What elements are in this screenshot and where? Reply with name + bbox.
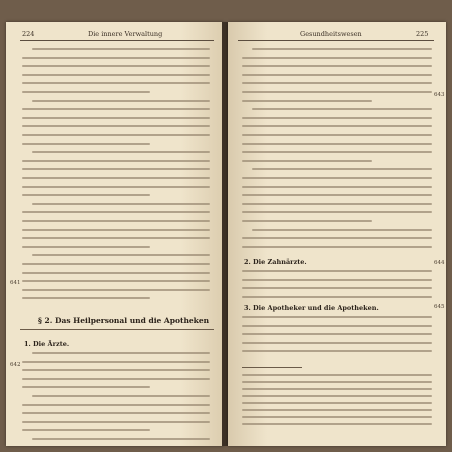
text-line-placeholder: [22, 57, 210, 59]
text-line-placeholder: [242, 194, 432, 196]
text-line-placeholder: [22, 237, 210, 239]
text-line-placeholder: [242, 279, 432, 281]
text-line-placeholder: [242, 186, 432, 188]
text-line-placeholder: [22, 186, 210, 188]
text-line-placeholder: [32, 48, 210, 50]
text-line-placeholder: [22, 160, 210, 162]
text-line-placeholder: [242, 395, 432, 397]
section-heading: § 2. Das Heilpersonal und die Apotheken: [38, 316, 210, 325]
text-line-placeholder: [242, 246, 432, 248]
text-line-placeholder: [252, 108, 432, 110]
left-page: [6, 22, 224, 446]
right-header-rule: [238, 40, 434, 41]
text-line-placeholder: [22, 404, 210, 406]
text-line-placeholder: [242, 342, 432, 344]
text-line-placeholder: [242, 57, 432, 59]
text-line-placeholder: [22, 289, 210, 291]
text-line-placeholder: [22, 194, 150, 196]
left-margin-number-1: 641: [10, 280, 21, 286]
text-line-placeholder: [22, 82, 210, 84]
text-line-placeholder: [242, 134, 432, 136]
text-line-placeholder: [22, 280, 210, 282]
text-line-placeholder: [22, 421, 210, 423]
text-line-placeholder: [22, 168, 210, 170]
right-running-head: Gesundheitswesen: [300, 30, 362, 38]
text-line-placeholder: [242, 100, 372, 102]
text-line-placeholder: [242, 203, 432, 205]
text-line-placeholder: [242, 220, 372, 222]
text-line-placeholder: [32, 395, 210, 397]
footnote-rule: [242, 367, 302, 368]
text-line-placeholder: [22, 91, 150, 93]
text-line-placeholder: [22, 220, 210, 222]
left-header-rule: [20, 40, 214, 41]
text-line-placeholder: [242, 160, 372, 162]
text-line-placeholder: [242, 325, 432, 327]
text-line-placeholder: [22, 125, 210, 127]
left-margin-number-2: 642: [10, 362, 21, 368]
text-line-placeholder: [22, 412, 210, 414]
text-line-placeholder: [242, 350, 432, 352]
text-line-placeholder: [242, 177, 432, 179]
text-line-placeholder: [242, 151, 432, 153]
text-line-placeholder: [242, 143, 432, 145]
text-line-placeholder: [242, 388, 432, 390]
text-line-placeholder: [22, 177, 210, 179]
text-line-placeholder: [242, 117, 432, 119]
left-subheading: 1. Die Ärzte.: [24, 340, 70, 348]
right-margin-number-2: 644: [434, 260, 445, 266]
text-line-placeholder: [252, 48, 432, 50]
text-line-placeholder: [242, 374, 432, 376]
text-line-placeholder: [22, 297, 150, 299]
text-line-placeholder: [22, 117, 210, 119]
text-line-placeholder: [22, 272, 210, 274]
text-line-placeholder: [252, 229, 432, 231]
left-heading-rule: [20, 329, 214, 330]
left-page-number: 224: [22, 30, 35, 38]
text-line-placeholder: [242, 82, 432, 84]
text-line-placeholder: [242, 381, 432, 383]
text-line-placeholder: [32, 254, 210, 256]
text-line-placeholder: [32, 151, 210, 153]
text-line-placeholder: [242, 237, 432, 239]
text-line-placeholder: [242, 211, 432, 213]
text-line-placeholder: [22, 65, 210, 67]
right-subheading-1: 2. Die Zahnärzte.: [244, 258, 307, 266]
text-line-placeholder: [242, 270, 432, 272]
text-line-placeholder: [242, 416, 432, 418]
text-line-placeholder: [22, 211, 210, 213]
text-line-placeholder: [32, 203, 210, 205]
text-line-placeholder: [32, 352, 210, 354]
text-line-placeholder: [252, 168, 432, 170]
right-margin-number-1: 643: [434, 92, 445, 98]
text-line-placeholder: [32, 438, 210, 440]
text-line-placeholder: [22, 361, 210, 363]
text-line-placeholder: [242, 316, 432, 318]
text-line-placeholder: [22, 246, 150, 248]
text-line-placeholder: [242, 65, 432, 67]
text-line-placeholder: [242, 125, 432, 127]
text-line-placeholder: [242, 402, 432, 404]
book-spread: [6, 22, 446, 446]
right-page-number: 225: [416, 30, 429, 38]
text-line-placeholder: [22, 263, 210, 265]
text-line-placeholder: [32, 100, 210, 102]
right-margin-number-3: 645: [434, 304, 445, 310]
text-line-placeholder: [22, 229, 210, 231]
text-line-placeholder: [22, 369, 210, 371]
left-running-head: Die innere Verwaltung: [88, 30, 163, 38]
text-line-placeholder: [22, 429, 150, 431]
text-line-placeholder: [242, 74, 432, 76]
text-line-placeholder: [22, 378, 210, 380]
text-line-placeholder: [22, 143, 150, 145]
text-line-placeholder: [22, 108, 210, 110]
text-line-placeholder: [22, 134, 210, 136]
text-line-placeholder: [242, 91, 432, 93]
text-line-placeholder: [242, 423, 432, 425]
text-line-placeholder: [242, 333, 432, 335]
right-subheading-2: 3. Die Apotheker und die Apotheken.: [244, 304, 379, 312]
text-line-placeholder: [242, 296, 432, 298]
text-line-placeholder: [22, 386, 150, 388]
right-page: [228, 22, 446, 446]
text-line-placeholder: [242, 287, 432, 289]
text-line-placeholder: [22, 74, 210, 76]
text-line-placeholder: [242, 409, 432, 411]
